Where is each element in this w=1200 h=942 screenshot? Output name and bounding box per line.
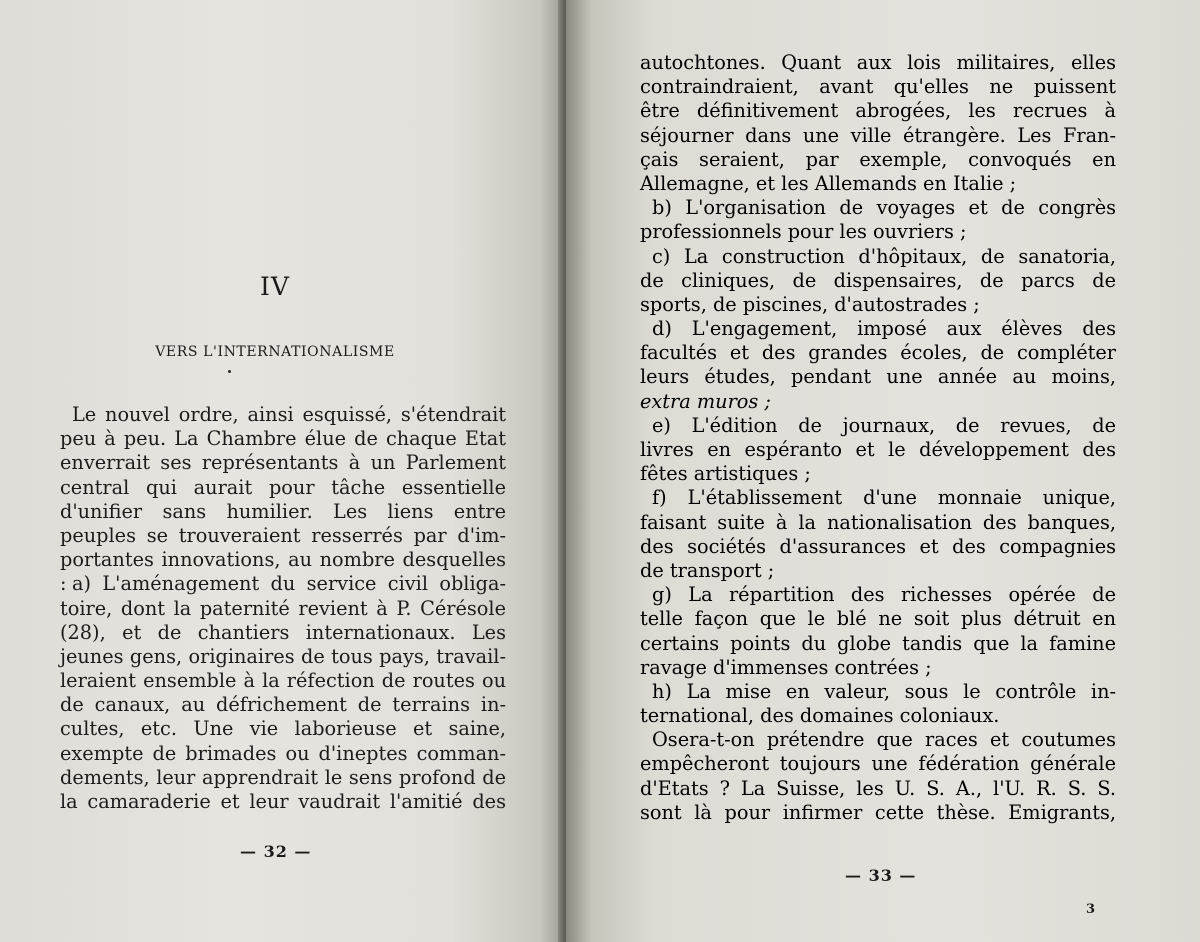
- text-line: a) L'aménagement du service civil obliga-: [72, 572, 506, 596]
- page-number-right: — 33 —: [845, 866, 917, 885]
- text-line: c) La construction d'hôpitaux, de sanatoria,: [652, 244, 1116, 268]
- text-line: b) L'organisation de voyages et de congrès: [652, 196, 1116, 220]
- text-line: contraindraient, avant qu'elles ne puissent: [640, 75, 1116, 99]
- text-line: faisant suite à la nationalisation des banques,: [640, 510, 1116, 534]
- text-line: extra muros ;: [640, 389, 771, 413]
- text-line: empêcheront toujours une fédération générale: [640, 752, 1116, 776]
- text-line: la camaraderie et leur vaudrait l'amitié des: [60, 790, 506, 813]
- text-line: portantes innovations, au nombre desquelles :: [60, 548, 506, 596]
- text-line: sont là pour infirmer cette thèse. Emigrants,: [640, 800, 1116, 824]
- text-line: certains points du globe tandis que la famine: [640, 631, 1116, 655]
- text-line: dements, leur apprendrait le sens profond de: [60, 765, 506, 789]
- text-line: f) L'établissement d'une monnaie unique,: [652, 486, 1116, 510]
- text-line: professionnels pour les ouvriers ;: [640, 220, 967, 244]
- text-line: Le nouvel ordre, ainsi esquissé, s'étendrait: [72, 403, 506, 426]
- text-line: Osera-t-on prétendre que races et coutumes: [652, 728, 1116, 752]
- text-line: g) La répartition des richesses opérée de: [652, 583, 1116, 607]
- text-line: séjourner dans une ville étrangère. Les Fran-: [640, 123, 1116, 147]
- left-page: [0, 0, 563, 942]
- text-line: (28), et de chantiers internationaux. Les: [60, 620, 506, 644]
- text-line: des sociétés d'assurances et des compagnies: [640, 534, 1116, 558]
- text-line: Allemagne, et les Allemands en Italie ;: [640, 171, 1017, 195]
- text-line: peuples se trouveraient resserrés par d'im-: [60, 523, 506, 547]
- text-line: peu à peu. La Chambre élue de chaque Etat: [60, 427, 506, 451]
- text-line: d'Etats ? La Suisse, les U. S. A., l'U. R. S. S.: [640, 776, 1116, 800]
- text-line: d'unifier sans humilier. Les liens entre: [60, 499, 506, 523]
- text-line: ravage d'immenses contrées ;: [640, 655, 932, 679]
- text-line: de canaux, au défrichement de terrains in-: [60, 693, 506, 717]
- text-line: être définitivement abrogées, les recrues à: [640, 99, 1116, 123]
- text-line: toire, dont la paternité revient à P. Cérésole: [60, 596, 506, 620]
- signature-mark: 3: [1086, 902, 1096, 917]
- chapter-title: VERS L'INTERNATIONALISME: [155, 344, 395, 360]
- text-line: e) L'édition de journaux, de revues, de: [652, 413, 1116, 437]
- text-line: de transport ;: [640, 558, 775, 582]
- text-line: fêtes artistiques ;: [640, 462, 811, 486]
- text-line: leurs études, pendant une année au moins,: [640, 365, 1116, 389]
- text-line: cultes, etc. Une vie laborieuse et saine,: [60, 717, 506, 741]
- text-line: de cliniques, de dispensaires, de parcs de: [640, 268, 1116, 292]
- text-line: central qui aurait pour tâche essentielle: [60, 475, 506, 499]
- left-body-text: [60, 403, 506, 814]
- text-line: enverrait ses représentants à un Parlement: [60, 451, 506, 475]
- text-line: leraient ensemble à la réfection de routes ou: [60, 669, 506, 693]
- text-line: h) La mise en valeur, sous le contrôle in-: [652, 679, 1116, 703]
- right-body-text: [640, 51, 1116, 825]
- text-line: d) L'engagement, imposé aux élèves des: [652, 317, 1116, 341]
- text-line: facultés et des grandes écoles, de compléter: [640, 341, 1116, 365]
- text-line: ternational, des domaines coloniaux.: [640, 704, 1000, 728]
- text-line: çais seraient, par exemple, convoqués en: [640, 147, 1116, 171]
- chapter-number: IV: [260, 272, 290, 301]
- page-number-left: — 32 —: [240, 842, 312, 861]
- ornament-dot: [228, 370, 231, 373]
- text-line: autochtones. Quant aux lois militaires, elles: [640, 51, 1116, 74]
- text-line: exempte de brimades ou d'ineptes comman-: [60, 741, 506, 765]
- text-line: livres en espéranto et le développement des: [640, 438, 1116, 461]
- text-line: jeunes gens, originaires de tous pays, travail-: [60, 644, 506, 668]
- text-line: telle façon que le blé ne soit plus détruit en: [640, 607, 1116, 631]
- text-line: sports, de piscines, d'autostrades ;: [640, 292, 980, 316]
